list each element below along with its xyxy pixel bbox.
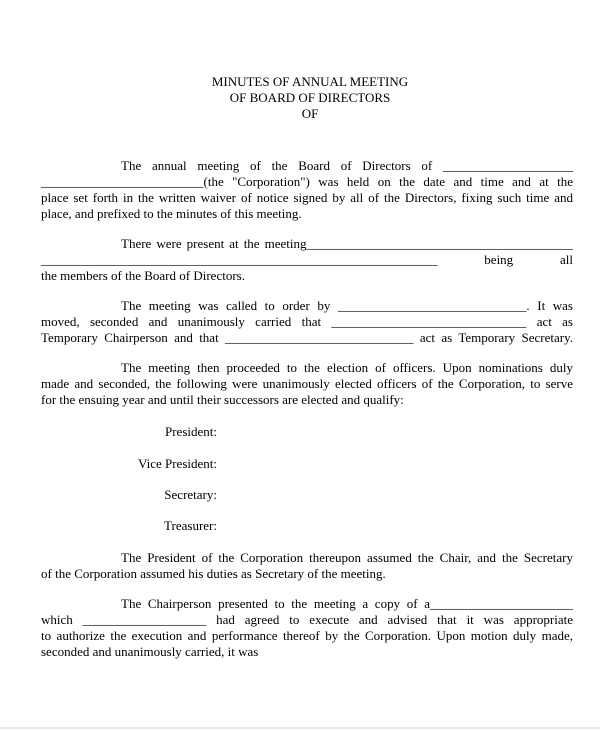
officer-vice-president-label: Vice President: — [137, 456, 217, 471]
para6-line: The Chairperson presented to the meeting a copy of a______________________ — [121, 596, 573, 611]
para6-line: seconded and unanimously carried, it was — [41, 644, 259, 659]
para3-line: The meeting was called to order by _____________________________. It was — [121, 298, 573, 313]
para2-line: _____________________________________________________________ being all — [41, 252, 573, 267]
officer-president-label: President: — [165, 424, 217, 439]
para4-line: for the ensuing year and until their successors are elected and qualify: — [41, 392, 404, 407]
para6-line: which ___________________ had agreed to execute and advised that it was appropriate — [41, 612, 573, 627]
officer-treasurer-label: Treasurer: — [164, 518, 217, 533]
para4-line: The meeting then proceeded to the election of officers. Upon nominations duly — [121, 360, 573, 375]
officer-secretary-label: Secretary: — [164, 487, 217, 502]
para1-line: place set forth in the written waiver of notice signed by all of the Directors, fixing such time and — [41, 190, 573, 205]
title-line-1: MINUTES OF ANNUAL MEETING — [211, 74, 409, 89]
title-line-3: OF — [301, 106, 319, 121]
page-bottom-divider — [0, 727, 600, 729]
para3-line: Temporary Chairperson and that _____________________________ act as Temporary Secretary. — [41, 330, 573, 345]
para6-line: to authorize the execution and performance thereof by the Corporation. Upon motion duly made, — [41, 628, 573, 643]
para1-line: place, and prefixed to the minutes of this meeting. — [41, 206, 302, 221]
para1-line: The annual meeting of the Board of Directors of ____________________ — [121, 158, 573, 173]
para1-line: _________________________(the "Corporation") was held on the date and time and at the — [41, 174, 573, 189]
para2-line: There were present at the meeting_________________________________________ — [121, 236, 573, 251]
para3-line: moved, seconded and unanimously carried that ______________________________ act as — [41, 314, 573, 329]
para4-line: made and seconded, the following were unanimously elected officers of the Corporation, to serve — [41, 376, 573, 391]
para2-line: the members of the Board of Directors. — [41, 268, 245, 283]
para5-line: of the Corporation assumed his duties as Secretary of the meeting. — [41, 566, 386, 581]
title-line-2: OF BOARD OF DIRECTORS — [229, 90, 391, 105]
para5-line: The President of the Corporation thereupon assumed the Chair, and the Secretary — [121, 550, 573, 565]
